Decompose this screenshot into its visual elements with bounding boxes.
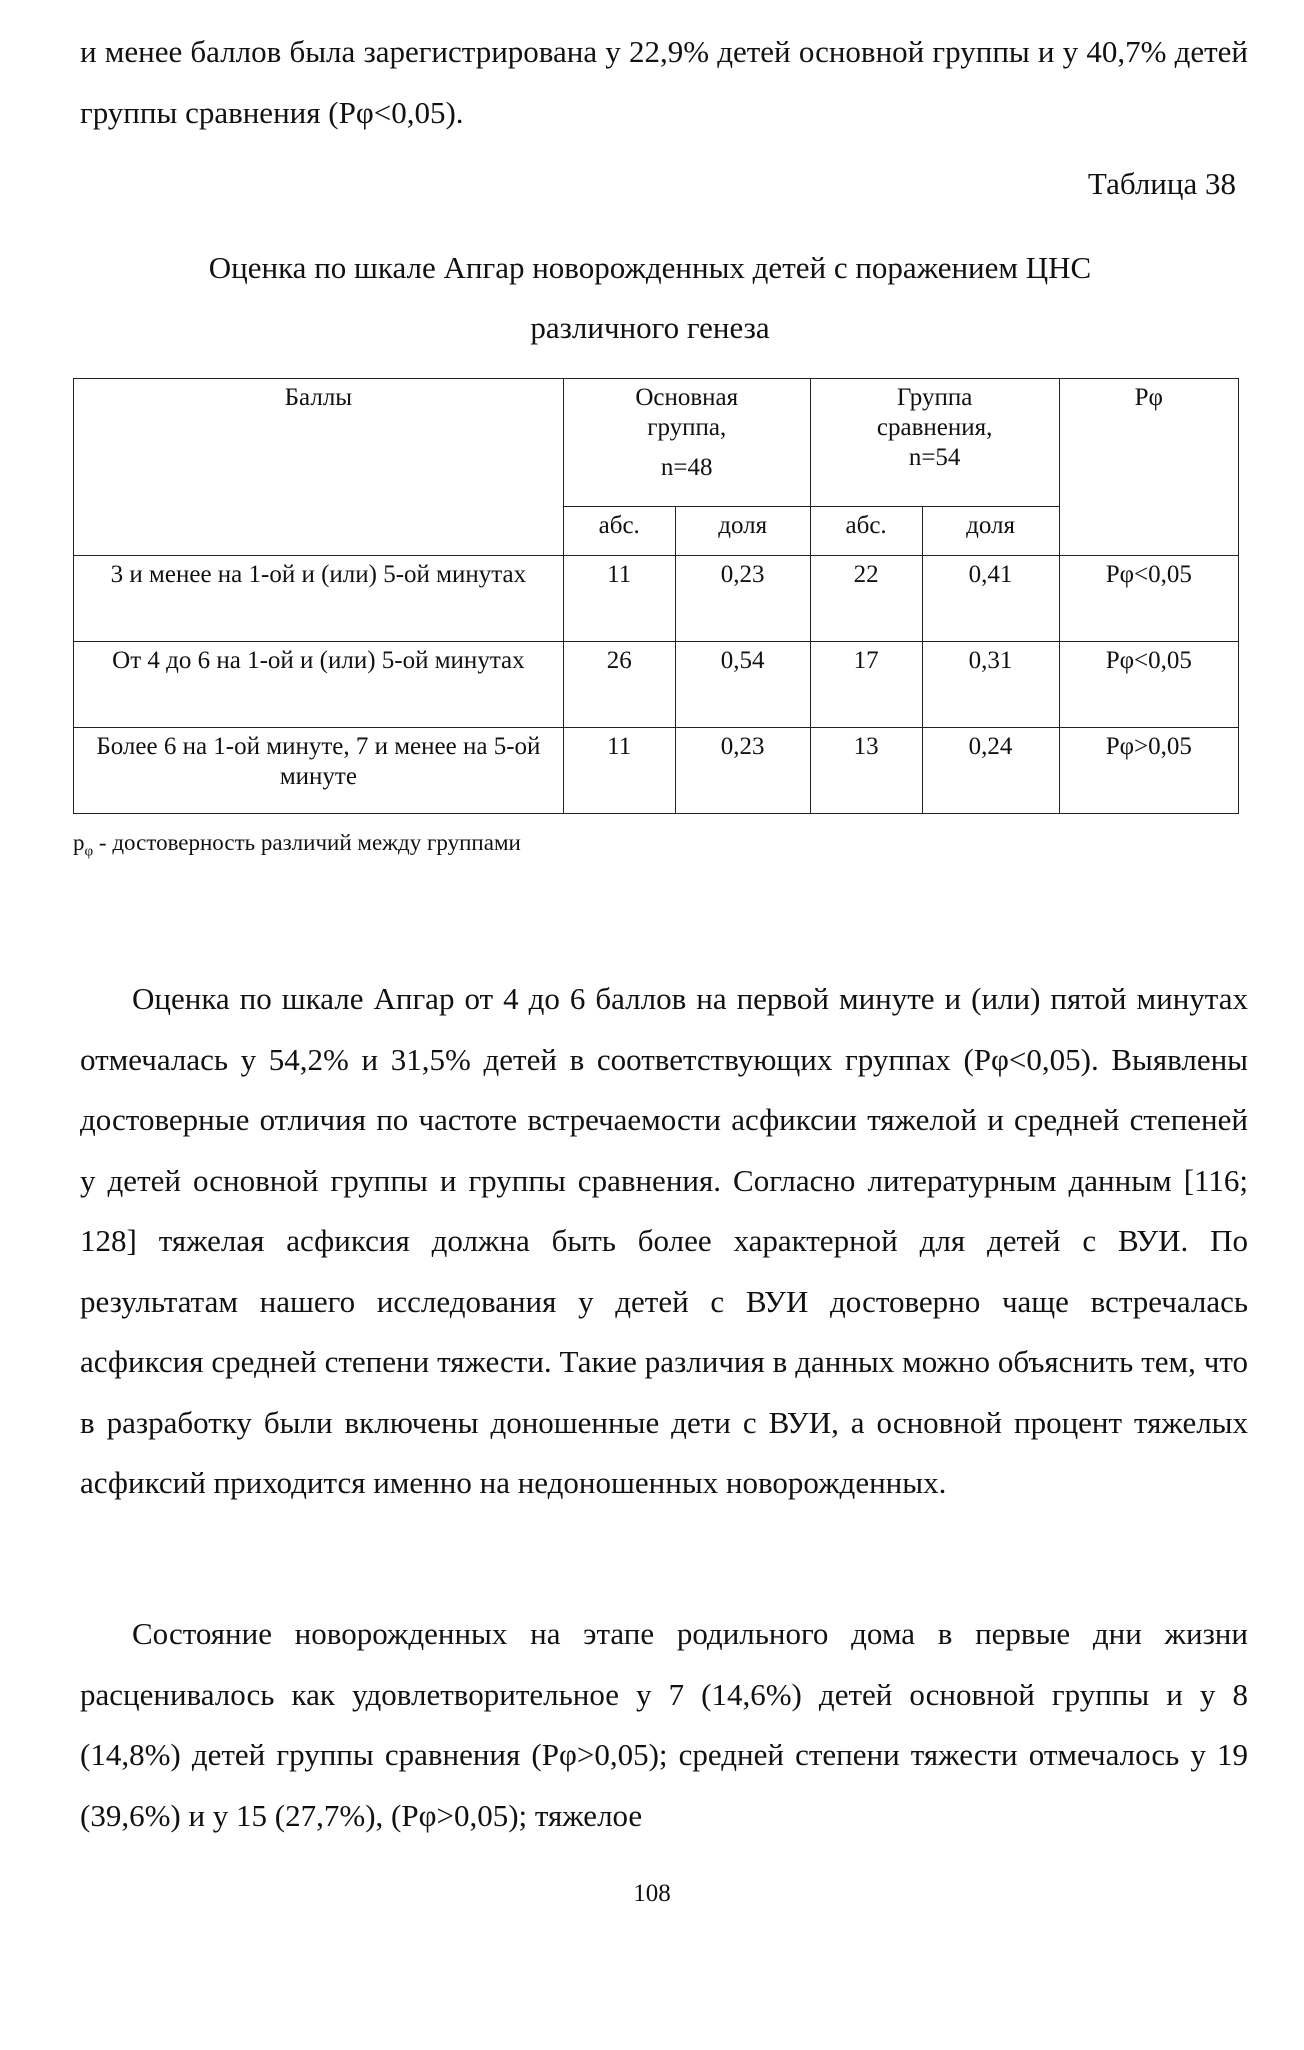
- header-comparison-group: [810, 379, 1059, 507]
- cell-criterion: 3 и менее на 1-ой и (или) 5-ой минутах: [74, 556, 564, 642]
- cell-abs-main: 11: [563, 556, 675, 642]
- cell-abs-comparison: 17: [810, 642, 922, 728]
- cell-share-main: 0,23: [675, 728, 810, 814]
- cell-share-comparison: 0,31: [922, 642, 1059, 728]
- cell-abs-comparison: 22: [810, 556, 922, 642]
- cell-abs-main: 26: [563, 642, 675, 728]
- header-share-main: доля: [675, 507, 810, 556]
- header-main-group-line-1: Основная: [635, 384, 739, 411]
- cell-p-value: Рφ<0,05: [1059, 642, 1238, 728]
- table-title: [80, 238, 1220, 358]
- table-label: Таблица 38: [1087, 166, 1236, 201]
- header-comparison-group-n: n=54: [908, 444, 961, 471]
- footnote-text: - достоверность различий между группами: [93, 830, 521, 855]
- paragraph-newborn-condition: Состояние новорожденных на этапе родильного дома в первые дни жизни расценивалось как удовлетворительное у 7 (14,6%) детей основной группы и у 8 (14,8%) детей группы сравнения (Рφ>0,05); средней степени тяжести отмечалось у 19 (39,6%) и у 15 (27,7%), (Рφ>0,05); тяжелое: [80, 1616, 1248, 1833]
- header-abs-main: абс.: [563, 507, 675, 556]
- cell-p-value: Рφ>0,05: [1059, 728, 1238, 814]
- cell-p-value: Рφ<0,05: [1059, 556, 1238, 642]
- header-criterion: Баллы: [74, 379, 564, 556]
- header-p-value: Рφ: [1059, 379, 1238, 556]
- table-row: [74, 556, 1239, 642]
- header-main-group-n: n=48: [660, 454, 713, 481]
- cell-share-main: 0,54: [675, 642, 810, 728]
- header-comparison-group-line-1: Группа: [896, 384, 973, 411]
- table-header-row: [74, 379, 1239, 507]
- table-title-line-1: Оценка по шкале Апгар новорожденных детей с поражением ЦНС: [208, 250, 1092, 285]
- cell-abs-comparison: 13: [810, 728, 922, 814]
- paragraph-top: и менее баллов была зарегистрирована у 22,9% детей основной группы и у 40,7% детей группы сравнения (Рφ<0,05).: [80, 34, 1248, 130]
- cell-share-comparison: 0,41: [922, 556, 1059, 642]
- cell-criterion: От 4 до 6 на 1-ой и (или) 5-ой минутах: [74, 642, 564, 728]
- header-comparison-group-line-2: сравнения,: [876, 414, 993, 441]
- cell-criterion: Более 6 на 1-ой минуте, 7 и менее на 5-ой минуте: [74, 728, 564, 814]
- paragraph-apgar-discussion: Оценка по шкале Апгар от 4 до 6 баллов на первой минуте и (или) пятой минутах отмечалась у 54,2% и 31,5% детей в соответствующих группах (Рφ<0,05). Выявлены достоверные отличия по частоте встречаемости асфиксии тяжелой и средней степеней у детей основной группы и группы сравнения. Согласно литературным данным [116; 128] тяжелая асфиксия должна быть более характерной для детей с ВУИ. По результатам нашего исследования у детей с ВУИ достоверно чаще встречалась асфиксия средней степени тяжести. Такие различия в данных можно объяснить тем, что в разработку были включены доношенные дети с ВУИ, а основной процент тяжелых асфиксий приходится именно на недоношенных новорожденных.: [80, 981, 1248, 1500]
- cell-share-comparison: 0,24: [922, 728, 1059, 814]
- header-main-group-line-2: группа,: [647, 414, 727, 441]
- header-abs-comparison: абс.: [810, 507, 922, 556]
- table-row: [74, 642, 1239, 728]
- footnote-subscript: φ: [84, 843, 94, 860]
- table-title-line-2: различного генеза: [530, 310, 770, 345]
- footnote-symbol: р: [73, 830, 85, 855]
- apgar-score-table: [73, 378, 1239, 814]
- table-footnote: [73, 830, 521, 861]
- header-main-group: [563, 379, 810, 507]
- table-row: [74, 728, 1239, 814]
- header-share-comparison: доля: [922, 507, 1059, 556]
- cell-abs-main: 11: [563, 728, 675, 814]
- page-number: 108: [633, 1880, 671, 1907]
- cell-share-main: 0,23: [675, 556, 810, 642]
